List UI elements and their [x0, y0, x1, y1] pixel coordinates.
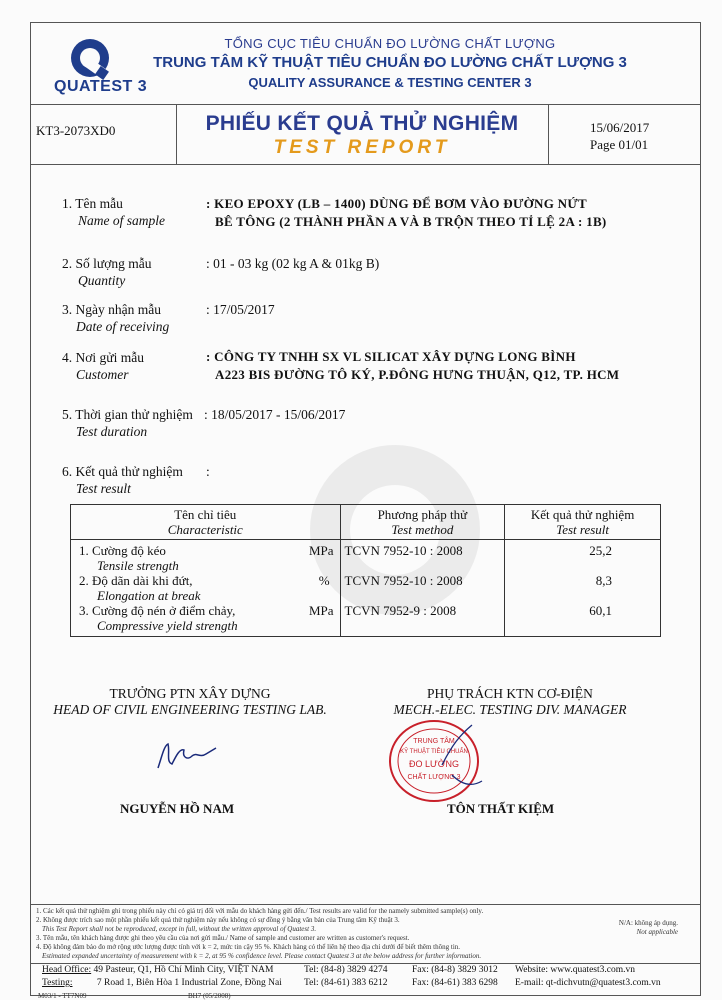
- characteristic-cell: 2. Độ dãn dài khi đứt, % Elongation at break: [71, 573, 341, 603]
- quatest-logo-icon: [55, 36, 125, 84]
- report-date: 15/06/2017: [590, 120, 650, 135]
- field-quantity-label: 2. Số lượng mẫu: [62, 256, 152, 271]
- field-quantity-value: : 01 - 03 kg (02 kg A & 01kg B): [206, 256, 380, 271]
- footer-testing-row: Testing: 7 Road 1, Biên Hòa 1 Industrial Zone, Đồng Nai Tel: (84-61) 383 6212 Fax: (84-61) 383 6298 E-mail: qt-dichvutn@quatest3.com.vn: [42, 978, 661, 988]
- svg-text:ĐO LƯỜNG: ĐO LƯỜNG: [409, 759, 459, 769]
- report-code: KT3-2073XD0: [36, 123, 116, 138]
- note-4-en: Estimated expanded uncertainty of measurement with k = 2, at 95 % confidence level. Please contact Quatest 3 at the below address for further information.: [42, 952, 482, 960]
- header-test-result: Kết quả thử nghiệm Test result: [505, 505, 661, 540]
- org-line-1: TỔNG CỤC TIÊU CHUẨN ĐO LƯỜNG CHẤT LƯỢNG: [224, 36, 556, 51]
- right-signatory-name: TÔN THẤT KIỆM: [447, 801, 555, 816]
- note-3: 3. Tên mẫu, tên khách hàng được ghi theo yêu cầu của nơi gửi mẫu./ Name of sample and customer are written as customer's request.: [36, 934, 410, 942]
- right-signatory-title-en: MECH.-ELEC. TESTING DIV. MANAGER: [393, 702, 627, 717]
- field-date-received-value: : 17/05/2017: [206, 302, 275, 317]
- notes-block: [36, 907, 596, 961]
- field-sample-name-value: : KEO EPOXY (LB – 1400) DÙNG ĐỂ BƠM VÀO ĐƯỜNG NỨT: [206, 196, 587, 211]
- method-cell: TCVN 7952-10 : 2008: [340, 573, 505, 603]
- characteristic-cell: 3. Cường độ nén ở điểm chảy, MPa Compressive yield strength: [71, 603, 341, 637]
- result-cell: 25,2: [505, 540, 661, 574]
- page-number: Page 01/01: [590, 137, 649, 152]
- title-cell-right-border: [548, 104, 549, 164]
- notes-divider: [30, 904, 701, 905]
- na-note: N/A: không áp dụng. Not applicable: [618, 919, 678, 936]
- field-result-value: :: [206, 464, 210, 479]
- left-signatory-name: NGUYỄN HỒ NAM: [120, 801, 235, 816]
- note-1: 1. Các kết quả thử nghiệm ghi trong phiếu này chỉ có giá trị đối với mẫu do khách hàng gửi đến./ Test results are valid for the namely submitted sample(s) only.: [36, 907, 484, 915]
- field-date-received-sub: Date of receiving: [76, 319, 170, 334]
- left-signatory-title: TRƯỞNG PTN XÂY DỰNG: [109, 686, 271, 701]
- field-customer-value: : CÔNG TY TNHH SX VL SILICAT XÂY DỰNG LONG BÌNH: [206, 349, 576, 364]
- right-signature-block: [360, 686, 660, 718]
- footer-head-office-row: Head Office: 49 Pasteur, Q1, Hồ Chí Minh City, VIỆT NAM Tel: (84-8) 3829 4274 Fax: (84-8) 3829 3012 Website: www.quatest3.com.vn: [42, 965, 635, 975]
- form-code-2: BH7 (05/2008): [188, 992, 231, 1000]
- header-divider-bottom: [30, 164, 701, 165]
- field-sample-name-sub: Name of sample: [78, 213, 165, 228]
- report-title-vi: PHIẾU KẾT QUẢ THỬ NGHIỆM: [205, 112, 519, 135]
- field-customer-label: 4. Nơi gửi mẫu: [62, 350, 144, 365]
- field-sample-name-value-2: BÊ TÔNG (2 THÀNH PHẦN A VÀ B TRỘN THEO TỈ LỆ 2A : 1B): [215, 214, 607, 229]
- method-cell: TCVN 7952-10 : 2008: [340, 540, 505, 574]
- svg-text:CHẤT LƯỢNG 3: CHẤT LƯỢNG 3: [407, 774, 461, 781]
- result-cell: 60,1: [505, 603, 661, 637]
- field-sample-name-label: 1. Tên mẫu: [62, 196, 123, 211]
- field-customer-sub: Customer: [76, 367, 129, 382]
- field-duration-value: : 18/05/2017 - 15/06/2017: [204, 407, 346, 422]
- official-seal-stamp-icon: [382, 715, 492, 807]
- table-row: [71, 603, 661, 637]
- field-quantity-sub: Quantity: [78, 273, 126, 288]
- left-signatory-title-en: HEAD OF CIVIL ENGINEERING TESTING LAB.: [53, 702, 327, 717]
- note-2-en: This Test Report shall not be reproduced, except in full, without the written approval of Quatest 3.: [42, 925, 317, 933]
- field-duration-sub: Test duration: [76, 424, 148, 439]
- field-date-received-label: 3. Ngày nhận mẫu: [62, 302, 161, 317]
- method-cell: TCVN 7952-9 : 2008: [340, 603, 505, 637]
- form-code-1: M03/1 - TT7N09: [38, 992, 87, 1000]
- field-result-sub: Test result: [76, 481, 131, 496]
- logo-text: QUATEST 3: [54, 78, 148, 95]
- header-divider-top: [30, 104, 701, 105]
- report-title-en: TEST REPORT: [273, 137, 451, 158]
- note-2: 2. Không được trích sao một phần phiếu kết quả thử nghiệm này nếu không có sự đồng ý bằng văn bản của Trung tâm Kỹ thuật 3.: [36, 916, 400, 924]
- org-line-2: TRUNG TÂM KỸ THUẬT TIÊU CHUẨN ĐO LƯỜNG CHẤT LƯỢNG 3: [153, 54, 627, 71]
- left-handwritten-signature-icon: [150, 738, 220, 774]
- field-result-label: 6. Kết quả thử nghiệm: [62, 464, 183, 479]
- header-characteristic: Tên chỉ tiêu Characteristic: [71, 505, 341, 540]
- note-4: 4. Độ không đảm bảo đo mở rộng ước lượng được tính với k = 2, mức tin cậy 95 %. Khách hàng có thể liên hệ theo địa chỉ dưới để biết thêm thông tin.: [36, 943, 461, 951]
- org-line-3: QUALITY ASSURANCE & TESTING CENTER 3: [248, 75, 532, 90]
- result-cell: 8,3: [505, 573, 661, 603]
- table-row: [71, 540, 661, 574]
- field-duration-label: 5. Thời gian thử nghiệm: [62, 407, 193, 422]
- table-header-row: [71, 505, 661, 540]
- table-row: [71, 573, 661, 603]
- field-customer-value-2: A223 BIS ĐƯỜNG TÔ KÝ, P.ĐÔNG HƯNG THUẬN, Q12, TP. HCM: [215, 367, 620, 382]
- left-signature-block: [40, 686, 340, 718]
- footer-address-block: [42, 964, 692, 990]
- svg-text:TRUNG TÂM: TRUNG TÂM: [413, 738, 455, 745]
- right-signatory-title: PHỤ TRÁCH KTN CƠ-ĐIỆN: [427, 686, 593, 701]
- svg-text:KỸ THUẬT TIÊU CHUẨN: KỸ THUẬT TIÊU CHUẨN: [400, 749, 468, 755]
- header-test-method: Phương pháp thử Test method: [340, 505, 505, 540]
- characteristic-cell: 1. Cường độ kéo MPa Tensile strength: [71, 540, 341, 574]
- results-table: [70, 504, 661, 637]
